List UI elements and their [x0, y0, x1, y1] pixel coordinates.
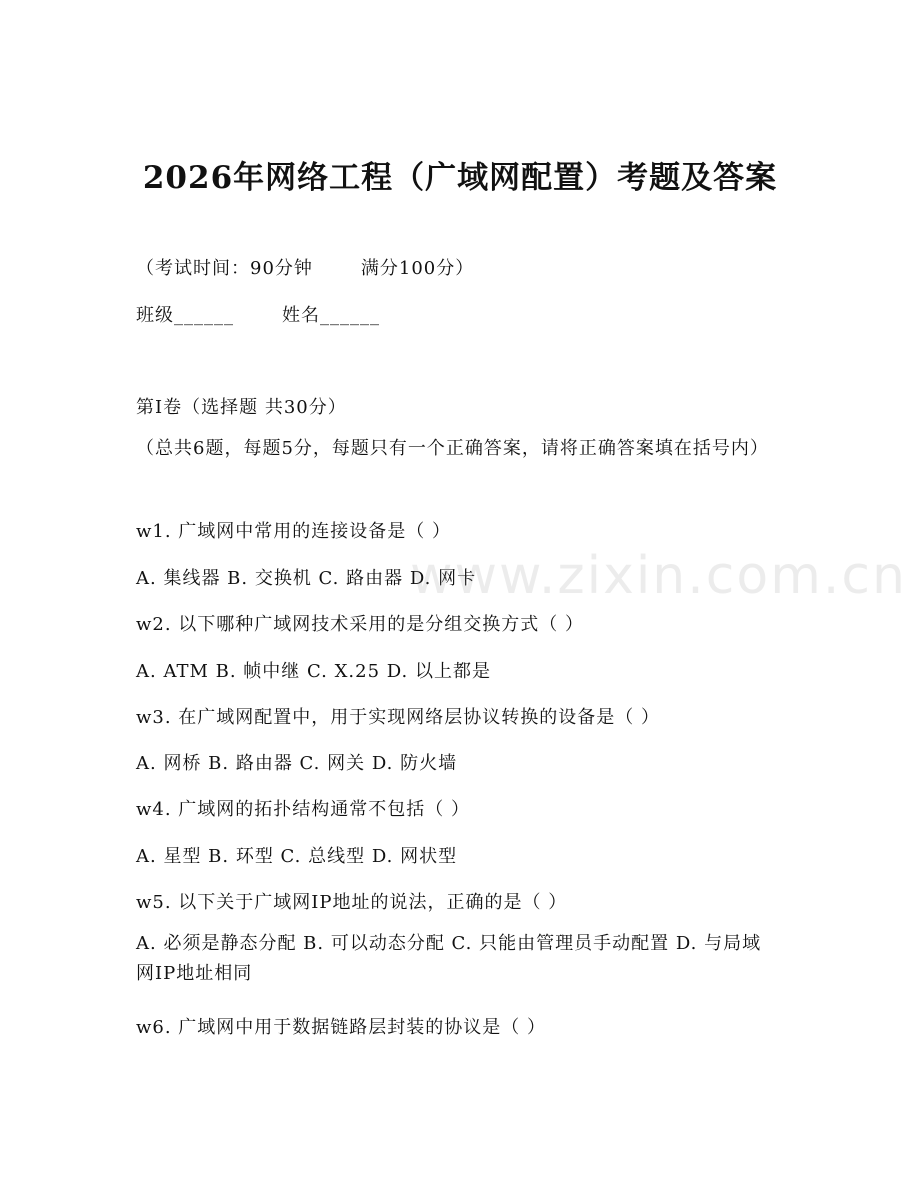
question-stem: w3. 在广域网配置中，用于实现网络层协议转换的设备是（ ）	[136, 707, 661, 728]
question-options: A. 网桥 B. 路由器 C. 网关 D. 防火墙	[136, 753, 458, 774]
watermark: www.zixin.com.cn	[410, 546, 907, 606]
section-instructions: （总共6题，每题5分，每题只有一个正确答案，请将正确答案填在括号内）	[136, 438, 769, 459]
question-stem: w4. 广域网的拓扑结构通常不包括（ ）	[136, 799, 471, 820]
exam-time: （考试时间：90分钟	[136, 258, 313, 279]
page-title: 2026年网络工程（广域网配置）考题及答案	[142, 160, 778, 196]
question-options: A. 星型 B. 环型 C. 总线型 D. 网状型	[136, 846, 458, 867]
exam-score: 满分100分）	[360, 258, 475, 279]
question-options: A. 集线器 B. 交换机 C. 路由器 D. 网卡	[136, 568, 477, 589]
question-options: A. ATM B. 帧中继 C. X.25 D. 以上都是	[136, 661, 491, 682]
section-heading: 第I卷（选择题 共30分）	[136, 397, 347, 418]
question-options: A. 必须是静态分配 B. 可以动态分配 C. 只能由管理员手动配置 D. 与局域网IP地址相同	[136, 933, 762, 984]
question-stem: w6. 广域网中用于数据链路层封装的协议是（ ）	[136, 1017, 547, 1038]
class-field-label: 班级______	[136, 305, 234, 326]
question-stem: w5. 以下关于广域网IP地址的说法，正确的是（ ）	[136, 892, 568, 913]
exam-info	[136, 254, 474, 280]
question-stem: w2. 以下哪种广域网技术采用的是分组交换方式（ ）	[136, 614, 585, 635]
name-field-label: 姓名______	[282, 305, 380, 326]
student-info	[136, 301, 380, 327]
question-stem: w1. 广域网中常用的连接设备是（ ）	[136, 521, 452, 542]
